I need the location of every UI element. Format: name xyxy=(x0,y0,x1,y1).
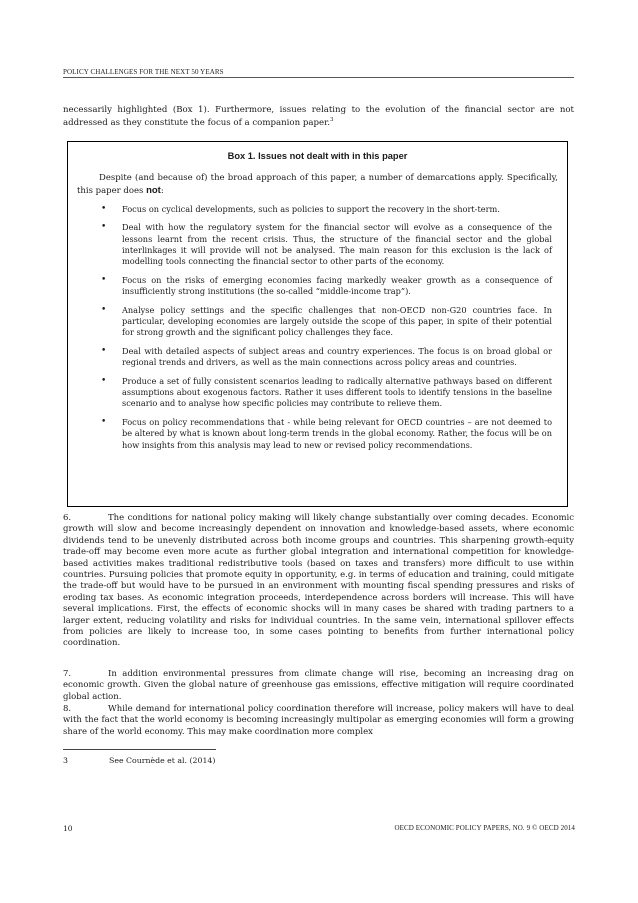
box-list-item xyxy=(77,275,558,297)
paragraph-number: 8. xyxy=(63,704,72,714)
footnote-number: 3 xyxy=(63,756,68,765)
box-1 xyxy=(67,141,568,507)
box-list-item-text: Focus on the risks of emerging economies facing markedly weaker growth as a consequence of insufficiently strong institutions (the so-called “middle-income trap”). xyxy=(122,274,552,296)
box-intro-end: : xyxy=(160,185,164,196)
bullet-icon: • xyxy=(101,222,107,233)
intro-paragraph xyxy=(63,104,574,131)
running-header: POLICY CHALLENGES FOR THE NEXT 50 YEARS xyxy=(63,68,224,76)
paragraph-6 xyxy=(63,513,574,650)
footnote-text: See Cournède et al. (2014) xyxy=(109,756,216,765)
bullet-icon: • xyxy=(101,346,107,356)
box-list-item xyxy=(77,222,558,267)
paragraph-7 xyxy=(63,669,574,703)
box-list-item xyxy=(77,376,558,410)
box-list-item-text: Deal with detailed aspects of subject areas and country experiences. The focus is on broad global or regional trends and drivers, as well as the main connections across policy areas and countries. xyxy=(122,346,552,368)
box-list-item-text: Focus on policy recommendations that - while being relevant for OECD countries – are not deemed to be altered by what is known about long-term trends in the global economy. Rather, the focus will be on how insights from this analysis may lead to new or revised policy recommendations. xyxy=(122,417,552,450)
box-intro-emphasis: not xyxy=(146,184,161,196)
bullet-icon: • xyxy=(101,274,107,285)
bullet-icon: • xyxy=(101,203,107,214)
paragraph-text: The conditions for national policy making will likely change substantially over coming decades. Economic growth will slow and become increasingly dependent on innovation and knowledge-based assets, where economic dividends tend to be unevenly distributed across both income groups and countries. This sharpening growth-equity trade-off may become even more acute as further global integration and international competition for knowledge-based activities makes traditional redistributive tools (based on taxes and transfers) more difficult to use within countries. Pursuing policies that promote equity in opportunity, e.g. in terms of education and training, could mitigate the trade-off but would have to be pursued in an environment with mounting fiscal spending pressures and risks of eroding tax bases. As economic integration proceeds, interdependence across borders will increase. This will have several implications. First, the effects of economic shocks will in many cases be shared with trading partners to a larger extent, reducing volatility and risks for individual countries. In the same vein, international spillover effects from policies are likely to increase too, in some cases pointing to benefits from further international policy coordination. xyxy=(63,513,574,649)
box-list-item-text: Deal with how the regulatory system for the financial sector will evolve as a consequence of the lessons learnt from the recent crisis. Thus, the structure of the financial sector and the global interlinkages it will provide will not be analysed. The main reason for this exclusion is the lack of modelling tools connecting the financial sector to other parts of the economy. xyxy=(122,222,552,266)
paragraph-8 xyxy=(63,704,574,738)
footnote-reference: 3 xyxy=(329,117,334,124)
paragraph-number: 6. xyxy=(63,513,72,523)
bullet-icon: • xyxy=(101,304,107,315)
bullet-icon: • xyxy=(101,376,107,386)
box-list-item xyxy=(77,305,558,339)
page-number: 10 xyxy=(63,824,73,833)
running-footer: OECD ECONOMIC POLICY PAPERS, NO. 9 © OECD 2014 xyxy=(394,824,575,832)
intro-text: necessarily highlighted (Box 1). Furthermore, issues relating to the evolution of the financial sector are not addressed as they constitute the focus of a companion paper. xyxy=(63,105,574,129)
footnote xyxy=(63,756,215,765)
box-list-item xyxy=(77,204,558,215)
box-list-item-text: Analyse policy settings and the specific challenges that non-OECD non-G20 countries face. In particular, developing economies are largely outside the scope of this paper, in spite of their potential for strong growth and the significant policy challenges they face. xyxy=(122,304,552,338)
header-rule xyxy=(63,77,574,78)
footnote-rule xyxy=(63,749,216,750)
paragraph-text: In addition environmental pressures from climate change will rise, becoming an increasing drag on economic growth. Given the global nature of greenhouse gas emissions, effective mitigation will require coordinated global action. xyxy=(63,669,574,702)
box-bullet-list xyxy=(77,204,558,451)
paragraph-text: While demand for international policy coordination therefore will increase, policy makers will have to deal with the fact that the world economy is becoming increasingly multipolar as emerging economies will form a growing share of the world economy. This may make coordination more complex xyxy=(63,704,574,737)
box-list-item-text: Produce a set of fully consistent scenarios leading to radically alternative pathways based on different assumptions about exogenous factors. Rather it uses different tools to identify tensions in the baseline scenario and to analyse how specific policies may contribute to relieve them. xyxy=(122,376,552,409)
box-list-item xyxy=(77,346,558,368)
box-intro xyxy=(77,172,558,198)
box-title: Box 1. Issues not dealt with in this paper xyxy=(227,151,408,161)
box-list-item-text: Focus on cyclical developments, such as policies to support the recovery in the short-term. xyxy=(122,203,500,214)
bullet-icon: • xyxy=(101,417,107,428)
box-list-item xyxy=(77,417,558,451)
box-intro-text: Despite (and because of) the broad approach of this paper, a number of demarcations apply. Specifically, this paper does xyxy=(77,173,558,196)
paragraph-number: 7. xyxy=(63,669,72,679)
